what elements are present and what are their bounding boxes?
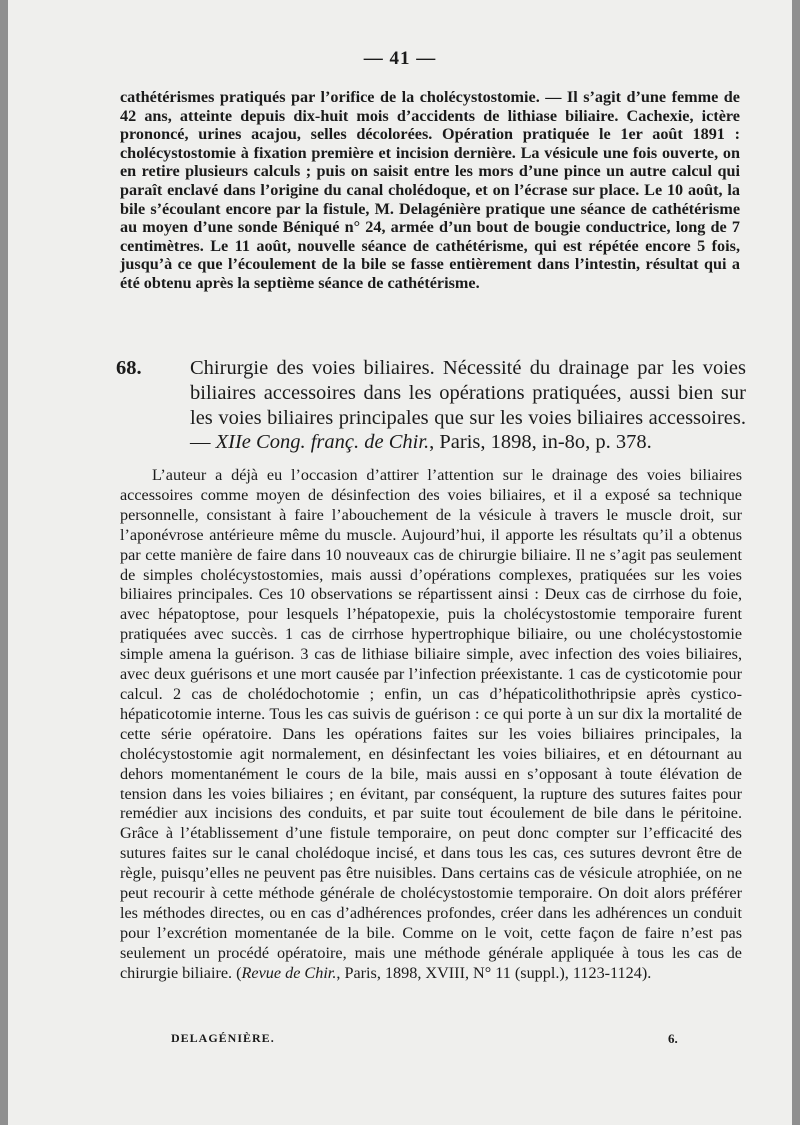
abstract-paragraph bbox=[120, 466, 742, 984]
entry-source-details: , Paris, 1898, in-8o, p. 378. bbox=[429, 431, 652, 454]
entry-number: 68. bbox=[116, 357, 142, 379]
abstract-text: L’auteur a déjà eu l’occasion d’attirer l’attention sur le drainage des voies biliaires accessoires comme moyen de désinfection des voies biliaires, et il a exposé sa technique personnelle, consistant à faire l’abouchement de la vésicule à travers le muscle droit, sur l’aponévrose antérieure même du muscle. Aujourd’hui, il apporte les résultats qu’il a obtenus par cette manière de faire dans 10 nouveaux cas de chirurgie biliaire. Il ne s’agit pas seulement de simples cholécystostomies, mais aussi d’opérations complexes, pratiquées sur les voies biliaires principales. Ces 10 observations se répartissent ainsi : Deux cas de cirrhose du foie, avec hépatoptose, pour lesquels l’hépatopexie, puis la cholécystostomie temporaire furent pratiquées avec succès. 1 cas de cirrhose hypertrophique biliaire, ou une cholécystostomie simple amena la guérison. 3 cas de lithiase biliaire simple, avec infection des voies biliaires, avec deux guérisons et une mort causée par l’infection préexistante. 1 cas de cysticotomie pour calcul. 2 cas de cholédochotomie ; enfin, un cas d’hépaticolithothripsie après cystico-hépaticotomie interne. Tous les cas suivis de guérison : ce qui porte à un sur dix la mortalité de cette série opératoire. Dans les opérations faites sur les voies biliaires principales, la cholécystostomie agit normalement, en désinfectant les voies biliaires, et en détournant au dehors momentanément le cours de la bile, mais aussi en s’opposant à toute élévation de tension dans les voies biliaires ; en évitant, par conséquent, la rupture des sutures faites pour remédier aux incisions des conduits, et par suite tout écoulement de bile dans le péritoine. Grâce à l’établissement d’une fistule temporaire, on peut donc compter sur l’efficacité des sutures faites sur le canal cholédoque incisé, et dans tous les cas, ces sutures devront être de règle, puisqu’elles ne peuvent pas être nuisibles. Dans certains cas de vésicule atrophiée, on ne peut recourir à cette méthode générale de cholécystostomie temporaire. On doit alors préférer les méthodes directes, ou en cas d’adhérences profondes, créer dans les adhérences un conduit pour l’excrétion momentanée de la bile. Comme on le voit, cette façon de faire n’est pas seulement un procédé opératoire, mais une méthode générale appliquée à tous les cas de chirurgie biliaire. ( bbox=[120, 466, 742, 982]
signature-mark: DELAGÉNIÈRE. bbox=[171, 1031, 275, 1045]
page-number: — 41 — bbox=[363, 48, 437, 69]
entry-source-italic: XIIe Cong. franç. de Chir. bbox=[215, 431, 430, 454]
entry-title-text: Chirurgie des voies biliaires. Nécessité du drainage par les voies biliaires accessoires dans les opérations pratiquées, aussi bien sur les voies biliaires principales que sur les voies biliaires accessoires. — bbox=[190, 357, 746, 454]
abstract-citation-italic: Revue de Chir. bbox=[241, 963, 337, 982]
document-page bbox=[8, 0, 792, 1125]
entry-title bbox=[190, 356, 746, 455]
continued-paragraph: cathétérismes pratiqués par l’orifice de la cholécystostomie. — Il s’agit d’une femme de 42 ans, atteinte depuis dix-huit mois d’accidents de lithiase biliaire. Cachexie, ictère prononcé, urines acajou, selles décolorées. Opération pratiquée le 1er août 1891 : cholécystostomie à fixation première et incision dernière. La vésicule une fois ouverte, on en retire plusieurs calculs ; puis on saisit entre les mors d’une pince un autre calcul qui paraît enclavé dans l’origine du canal cholédoque, et on l’écrase sur place. Le 10 août, la bile s’écoulant encore par la fistule, M. Delagénière pratique une séance de cathétérisme au moyen d’une sonde Béniqué n° 24, armée d’un bout de bougie conductrice, long de 7 centimètres. Le 11 août, nouvelle séance de cathétérisme, qui est répétée encore 5 fois, jusqu’à ce que l’écoulement de la bile se fasse entièrement dans l’intestin, résultat qui a été obtenu après la septième séance de cathétérisme. bbox=[120, 88, 740, 292]
signature-number: 6. bbox=[668, 1031, 678, 1046]
abstract-citation-details: , Paris, 1898, XVIII, N° 11 (suppl.), 1123-1124). bbox=[336, 963, 652, 982]
